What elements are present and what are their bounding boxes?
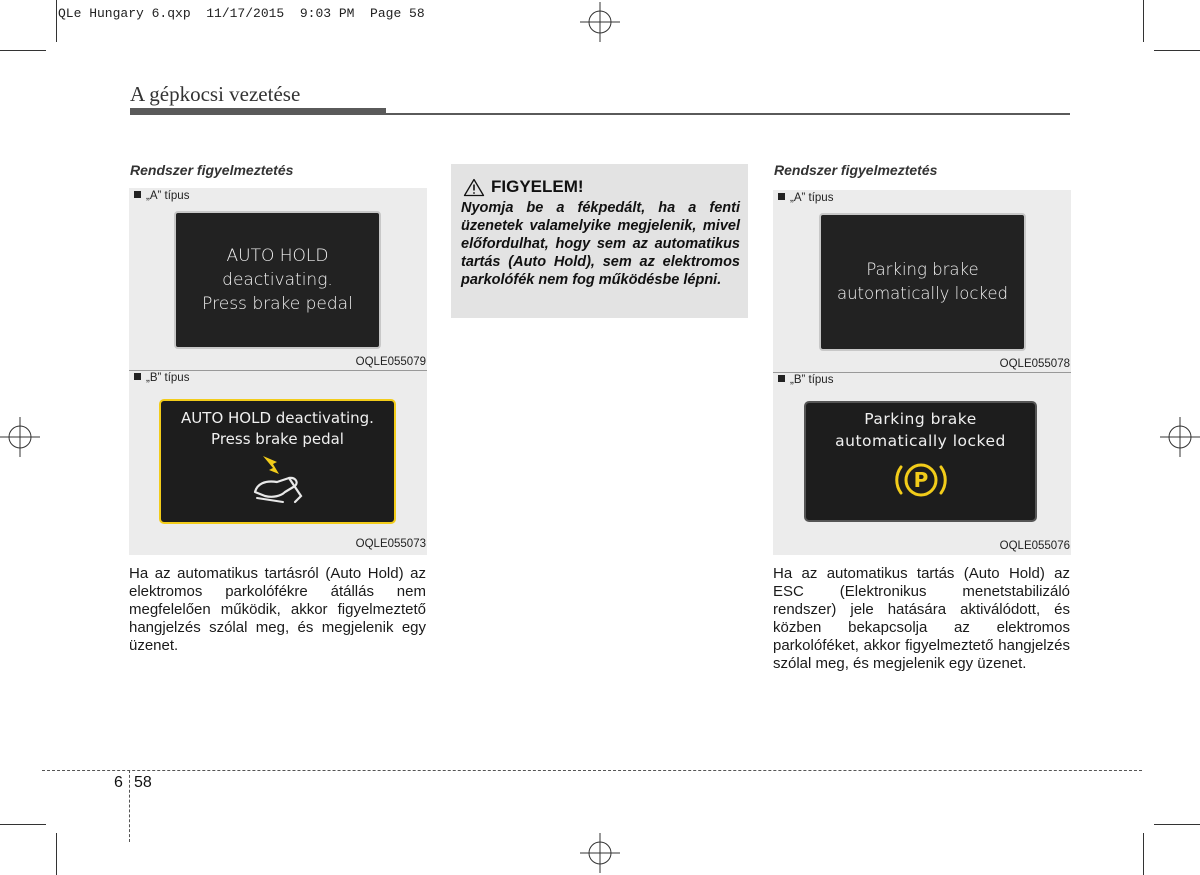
right-body-text: Ha az automatikus tartás (Auto Hold) az ESC (Elektronikus menetstabilizáló rendszer) jele hatására aktiválódott, és közben bekapcsolja az elektromos parkolóféket, akkor figyelmeztető hangjelzés szólal meg, és megjelenik egy üzenet. (773, 565, 1070, 672)
right-type-a-label: „A” típus (778, 192, 833, 204)
left-heading: Rendszer figyelmeztetés (130, 162, 294, 178)
registration-mark-icon (1160, 417, 1200, 457)
right-screen-a (819, 213, 1026, 351)
screen-line: Parking brake (864, 410, 977, 428)
screen-line: Parking brake (866, 260, 979, 279)
screen-line: AUTO HOLD deactivating. (181, 409, 374, 427)
registration-mark-icon (0, 417, 40, 457)
footer-dashed-rule (42, 770, 1142, 771)
chapter-number: 6 (114, 774, 123, 791)
right-figure-code-b: OQLE055076 (999, 540, 1070, 552)
warning-box (451, 164, 748, 318)
warning-title (463, 177, 584, 197)
left-body-text: Ha az automatikus tartásról (Auto Hold) az elektromos parkolófékre átállás nem megfelelően működik, akkor figyelmeztető hangjelzés szólal meg, és megjelenik egy üzenet. (129, 565, 426, 654)
registration-mark-icon (580, 833, 620, 873)
print-slug: QLe Hungary 6.qxp 11/17/2015 9:03 PM Page 58 (58, 6, 425, 21)
right-screen-b (804, 401, 1037, 522)
screen-line: Press brake pedal (202, 294, 353, 314)
right-heading: Rendszer figyelmeztetés (774, 162, 938, 178)
screen-line: deactivating. (222, 270, 333, 290)
registration-mark-icon (580, 2, 620, 42)
left-screen-a (174, 211, 381, 349)
divider (773, 372, 1071, 373)
footer-dashed-divider (129, 770, 130, 842)
warning-triangle-icon (463, 178, 485, 197)
screen-line: AUTO HOLD (226, 246, 329, 266)
page-number: 58 (134, 774, 152, 791)
left-screen-b (159, 399, 396, 524)
left-type-a-label: „A” típus (134, 190, 189, 202)
section-title: A gépkocsi vezetése (130, 82, 301, 106)
header-rule-thin (386, 113, 1070, 115)
screen-line: automatically locked (835, 432, 1006, 450)
parking-brake-letter: P (913, 468, 928, 492)
left-type-b-label: „B” típus (134, 372, 189, 384)
parking-brake-p-icon (892, 458, 950, 502)
foot-on-brake-pedal-icon (243, 452, 313, 510)
screen-line: automatically locked (836, 284, 1009, 303)
screen-line: Press brake pedal (211, 430, 344, 448)
left-figure-code-a: OQLE055079 (355, 356, 426, 368)
warning-title-text: FIGYELEM! (491, 177, 584, 196)
right-figure-code-a: OQLE055078 (999, 358, 1070, 370)
left-figure-code-b: OQLE055073 (355, 538, 426, 550)
warning-text: Nyomja be a fékpedált, ha a fenti üzenetek valamelyike megjelenik, mivel előfordulhat, hogy sem az automatikus tartás (Auto Hold), sem az elektromos parkolófék nem fog működésbe lépni. (461, 200, 740, 288)
header-rule-thick (130, 108, 386, 115)
divider (129, 370, 427, 371)
right-type-b-label: „B” típus (778, 374, 833, 386)
